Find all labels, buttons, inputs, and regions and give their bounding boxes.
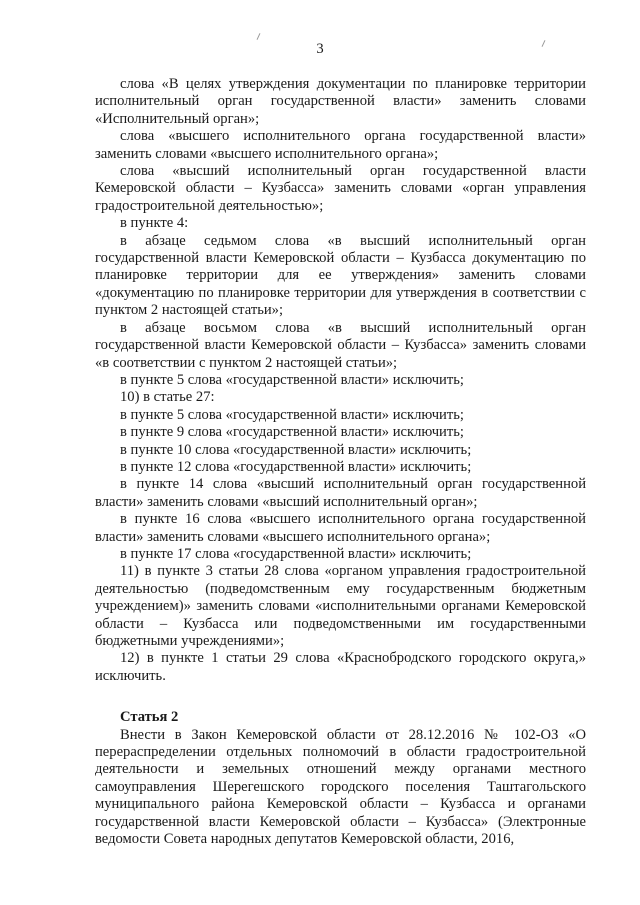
paragraph: в пункте 16 слова «высшего исполнительного органа государственной власти» заменить словами «высшего исполнительного органа»; <box>95 511 586 545</box>
scan-mark <box>257 33 261 40</box>
article-paragraph: Внести в Закон Кемеровской области от 28.12.2016 № 102-ОЗ «О перераспределении отдельных полномочий в области градостроительной деятельности и земельных отношений между органами местного самоуправления Шерегешского городского поселения Таштагольского муниципального района Кемеровской области – Кузбасса и органами государственной власти Кемеровской области – Кузбасса» (Электронные ведомости Совета народных депутатов Кемеровской области, 2016, <box>95 726 586 848</box>
paragraph: в пункте 14 слова «высший исполнительный орган государственной власти» заменить словами «высший исполнительный орган»; <box>95 476 586 510</box>
paragraph: в пункте 5 слова «государственной власти» исключить; <box>120 371 464 388</box>
paragraph: слова «высший исполнительный орган государственной власти Кемеровской области – Кузбасса» заменить словами «орган управления градостроительной деятельностью»; <box>95 163 586 214</box>
paragraph: в абзаце седьмом слова «в высший исполнительный орган государственной власти Кемеровской области – Кузбасса документацию по планировке территории для ее утверждения» заменить словами «документацию по планировке территории для утверждения в соответствии с пунктом 2 настоящей статьи»; <box>95 232 586 319</box>
paragraph: в пункте 12 слова «государственной власти» исключить; <box>120 458 472 475</box>
paragraph: в пункте 17 слова «государственной власти» исключить; <box>120 545 472 562</box>
paragraph: в пункте 5 слова «государственной власти» исключить; <box>120 406 464 423</box>
paragraph: в абзаце восьмом слова «в высший исполнительный орган государственной власти Кемеровской области – Кузбасса» заменить словами «в соответствии с пунктом 2 настоящей статьи»; <box>95 319 586 371</box>
paragraph: в пункте 4: <box>120 215 189 232</box>
paragraph: слова «высшего исполнительного органа государственной власти» заменить словами «высшего исполнительного органа»; <box>95 128 586 162</box>
paragraph: 11) в пункте 3 статьи 28 слова «органом управления градостроительной деятельностью (подведомственным ему государственным бюджетным учреждением)» заменить словами «исполнительными органами Кемеровской области – Кузбасса или подведомственными им государственными бюджетными учреждениями»; <box>95 563 586 649</box>
paragraph: слова «В целях утверждения документации по планировке территории исполнительный орган государственной власти» заменить словами «Исполнительный орган»; <box>95 76 586 127</box>
paragraph: 12) в пункте 1 статьи 29 слова «Краснобродского городского округа,» исключить. <box>95 650 586 684</box>
paragraph: 10) в статье 27: <box>120 389 215 406</box>
article-heading: Статья 2 <box>120 709 179 726</box>
paragraph: в пункте 9 слова «государственной власти» исключить; <box>120 424 464 441</box>
section-gap <box>95 685 586 709</box>
page-number: 3 <box>316 41 324 57</box>
document-body <box>95 76 586 848</box>
paragraph: в пункте 10 слова «государственной власти» исключить; <box>120 441 472 458</box>
